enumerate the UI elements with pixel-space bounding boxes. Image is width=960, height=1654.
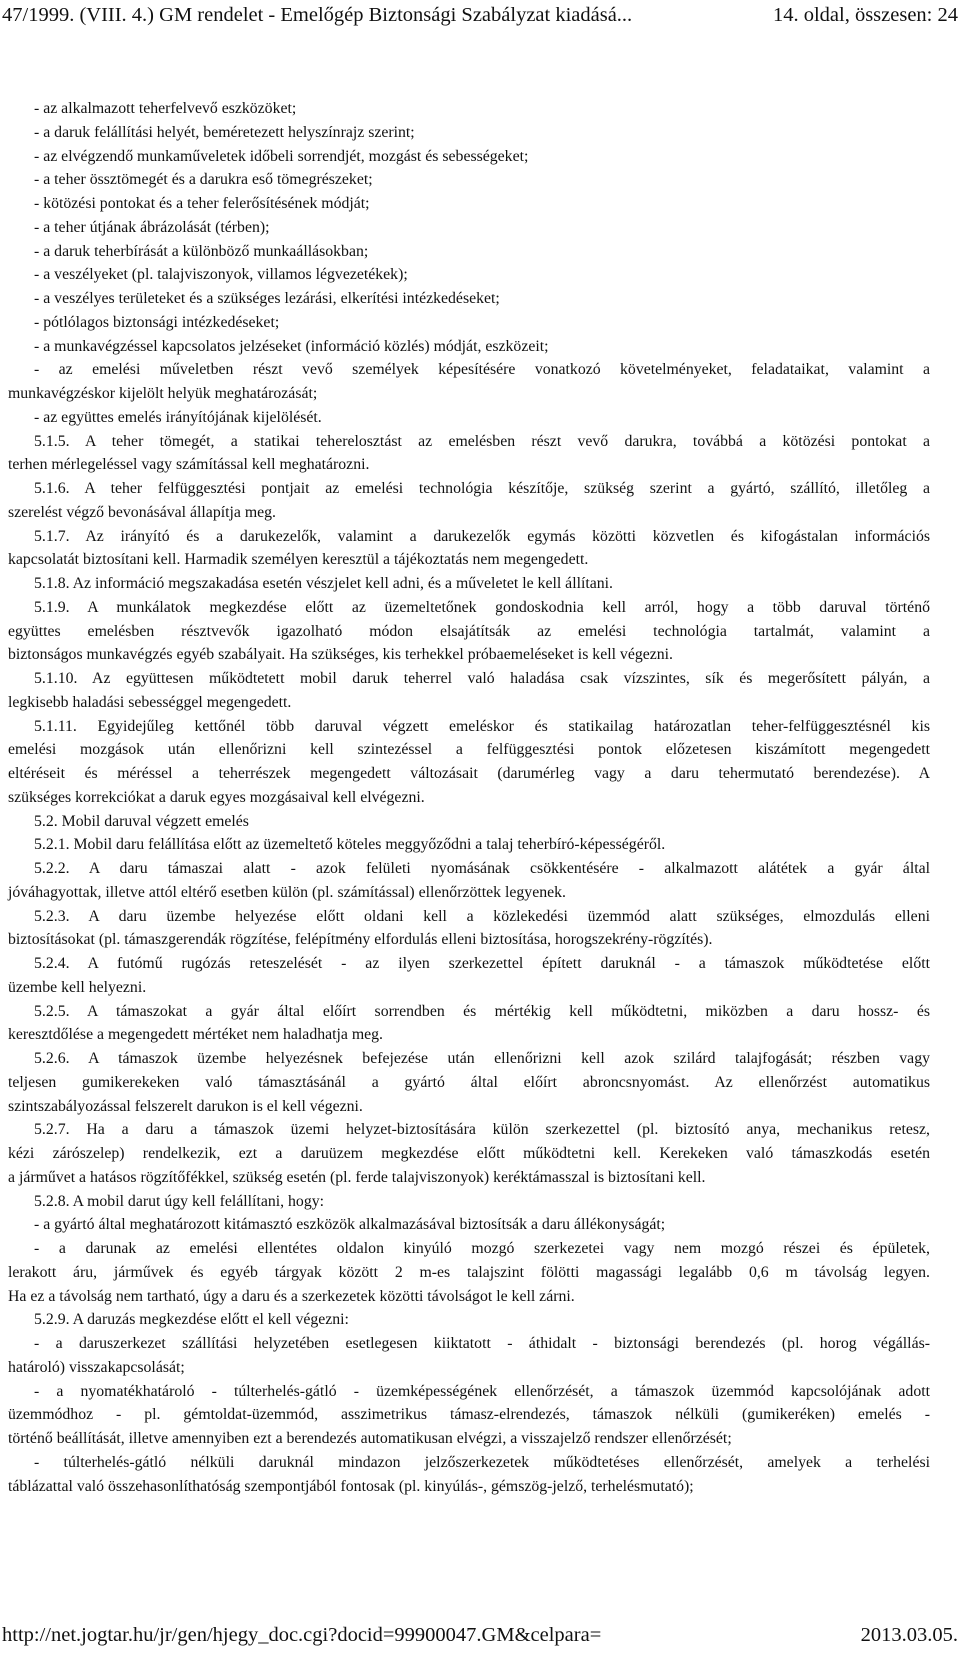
text-line: - az emelési műveletben részt vevő személyek képesítésére vonatkozó követelményeket, feladataikat, valamint a (34, 361, 930, 379)
text-line: kézi zárószelep) rendelkezik, ezt a daruüzem megkezdése előtt működtetni kell. Kerekeken való támaszkodás esetén (8, 1145, 930, 1162)
text-line: 5.2.2. A daru támaszai alatt - azok felületi nyomásának csökkentésére - alkalmazott alátétek a gyár által (34, 860, 930, 877)
text-line: biztosításokat (pl. támaszgerendák rögzítése, felépítmény elfordulás elleni biztosítása, horogszekrény-rögzítés). (8, 931, 713, 949)
text-line: - az együttes emelés irányítójának kijelölését. (34, 408, 322, 426)
text-line: munkavégzéskor kijelölt helyük meghatározását; (8, 385, 318, 402)
page-header (0, 0, 960, 34)
text-line: biztonságos munkavégzés egyéb szabályait. Ha szükséges, kis terhekkel próbaemeléseket is kell végezni. (8, 646, 673, 664)
text-line: - a teher útjának ábrázolását (térben); (34, 218, 270, 236)
text-line: legkisebb haladási sebességgel megengedett. (8, 693, 292, 711)
text-line: - a veszélyes területeket és a szükséges lezárási, elkerítési intézkedéseket; (34, 290, 500, 307)
text-line: 5.1.11. Egyidejűleg kettőnél több daruval végzett emeléskor és statikailag határozatlan teher-felfüggesztésnél kis (34, 717, 930, 735)
text-line: kapcsolatát biztosítani kell. Harmadik személyen keresztül a tájékoztatás nem megengedett. (8, 551, 589, 569)
text-line: táblázattal való összehasonlíthatóság szempontjából fontosak (pl. kinyúlás-, gémszög-jelző, terhelésmutató); (8, 1477, 694, 1495)
page-counter: 14. oldal, összesen: 24 (772, 4, 958, 26)
text-line: - a veszélyeket (pl. talajviszonyok, villamos légvezetékek); (34, 266, 408, 284)
text-line: 5.1.7. Az irányító és a darukezelők, valamint a darukezelők egymás közötti közvetlen és kifogástalan információs (34, 527, 930, 545)
text-line: lerakott áru, járművek és egyéb tárgyak között 2 m-es talajszint fölötti magassági legalább 0,6 m távolság legyen. (8, 1263, 930, 1281)
text-line: szükséges korrekciókat a daruk egyes mozgásaival kell elvégezni. (8, 788, 425, 806)
text-line: - a daruk felállítási helyét, beméretezett helyszínrajz szerint; (34, 123, 415, 141)
text-line: üzembe kell helyezni. (8, 978, 147, 996)
text-line: - kötözési pontokat és a teher felerősítésének módját; (34, 195, 370, 212)
text-line: - a daruk teherbírását a különböző munkaállásokban; (34, 242, 369, 260)
text-line: határoló) visszakapcsolását; (8, 1358, 185, 1376)
text-line: - az alkalmazott teherfelvevő eszközöket; (34, 100, 297, 117)
text-line: szintszabályozással felszerelt darukon is el kell végezni. (8, 1097, 363, 1115)
text-line: 5.2.9. A daruzás megkezdése előtt el kell végezni: (34, 1311, 349, 1329)
text-line: teljesen gumikerekeken való támasztásánál a gyártó által előírt abroncsnyomást. Az ellenőrzést automatikus (8, 1073, 930, 1091)
text-line: - az elvégzendő munkaműveletek időbeli sorrendjét, mozgást és sebességeket; (34, 147, 529, 165)
text-line: együttes emelésben résztvevők igazolható módon elsajátítsák az emelési technológia tartalmát, valamint a (8, 622, 930, 640)
text-line: 5.2.1. Mobil daru felállítása előtt az üzemeltető köteles meggyőződni a talaj teherbíró-képességéről. (34, 836, 666, 854)
text-line: 5.2.4. A futómű rugózás reteszelését - az ilyen szerkezettel épített daruknál - a támaszok működtetése előtt (34, 955, 930, 972)
text-line: 5.1.6. A teher felfüggesztési pontjait az emelési technológia készítője, szükség szerint a gyártó, szállító, illetőleg a (34, 480, 930, 497)
text-line: 5.1.5. A teher tömegét, a statikai teherelosztást az emelésben részt vevő darukra, továbbá a kötözési pontokat a (34, 432, 930, 450)
document-title: 47/1999. (VIII. 4.) GM rendelet - Emelőgép Biztonsági Szabályzat kiadásá... (2, 4, 633, 26)
text-line: 5.1.10. Az együttesen működtetett mobil daruk teherrel való haladása csak vízszintes, sík és megerősített pályán, a (34, 670, 930, 687)
text-line: - a munkavégzéssel kapcsolatos jelzéseket (információ közlés) módját, eszközeit; (34, 337, 549, 355)
text-line: szerelést végző bevonásával állapítja meg. (8, 503, 276, 521)
text-line: a járművet a hatásos rögzítőfékkel, szükség esetén (pl. ferde talajviszonyok) keréktámasszal is biztosítani kell. (8, 1168, 706, 1186)
print-date: 2013.03.05. (860, 1624, 958, 1646)
text-line: 5.2.6. A támaszok üzembe helyezésnek befejezése után ellenőrizni kell azok szilárd talajfogását; részben vagy (34, 1050, 930, 1067)
text-line: - a teher össztömegét és a darukra eső tömegrészeket; (34, 171, 373, 189)
text-line: 5.1.8. Az információ megszakadása esetén vészjelet kell adni, és a műveletet le kell állítani. (34, 575, 614, 592)
text-line: 5.2. Mobil daruval végzett emelés (34, 812, 249, 830)
document-body (8, 97, 930, 1498)
text-line: Ha ez a távolság nem tartható, úgy a daru és a szerkezetek közötti távolságot le kell zárni. (8, 1287, 575, 1305)
text-line: jóváhagyottak, illetve attól eltérő esetben külön (pl. számítással) ellenőrzöttek legyenek. (8, 883, 566, 901)
text-line: 5.2.7. Ha a daru a támaszok üzemi helyzet-biztosítására külön szerkezettel (pl. biztosító anya, mechanikus retesz, (34, 1121, 930, 1139)
text-line: - a gyártó által meghatározott kitámasztó eszközök alkalmazásával biztosítsák a daru állékonyságát; (34, 1216, 666, 1234)
text-line: 5.1.9. A munkálatok megkezdése előtt az üzemeltetőnek gondoskodnia kell arról, hogy a több daruval történő (34, 598, 930, 616)
text-line: - pótlólagos biztonsági intézkedéseket; (34, 313, 280, 331)
text-line: 5.2.3. A daru üzembe helyezése előtt oldani kell a közlekedési üzemmód alatt szükséges, elmozdulás elleni (34, 907, 930, 925)
text-line: 5.2.8. A mobil darut úgy kell felállítani, hogy: (34, 1192, 325, 1210)
text-line: emelési mozgások után ellenőrizni kell szintezéssel a felfüggesztési pontok előzetesen kiszámított megengedett (8, 741, 930, 759)
text-line: - a nyomatékhatároló - túlterhelés-gátló - üzemképességének ellenőrzését, a támaszok üzemmód kapcsolójának adott (34, 1382, 930, 1400)
text-line: keresztdőlése a megengedett mértéket nem haladhatja meg. (8, 1026, 384, 1044)
text-line: - a daruszerkezet szállítási helyzetében esetlegesen kiiktatott - áthidalt - biztonsági berendezés (pl. horog végállás- (34, 1335, 930, 1352)
text-line: - a darunak az emelési ellentétes oldalon kinyúló mozgó szerkezetei vagy nem mozgó részei és épületek, (34, 1240, 930, 1257)
text-line: - túlterhelés-gátló nélküli daruknál mindazon jelzőszerkezetek működtetéses ellenőrzését, amelyek a terhelési (34, 1453, 930, 1471)
text-line: terhen mérlegeléssel vagy számítással kell meghatározni. (8, 456, 370, 474)
text-line: üzemmódhoz - pl. gémtoldat-üzemmód, asszimetrikus támasz-elrendezés, támaszok nélküli (gumikeréken) emelés - (8, 1406, 930, 1424)
text-line: eltéréseit és méréssel a teherrészek megengedett változásait (darumérleg vagy a daru tehermutató berendezése). A (8, 765, 930, 782)
source-url[interactable]: http://net.jogtar.hu/jr/gen/hjegy_doc.cgi?docid=99900047.GM&celpara= (2, 1624, 602, 1646)
text-line: 5.2.5. A támaszokat a gyár által előírt sorrendben és mértékig kell működtetni, miközben a daru hossz- és (34, 1002, 930, 1020)
page-footer (0, 1620, 960, 1654)
text-line: történő beállítását, illetve amennyiben ezt a berendezés automatikusan elvégzi, a visszajelző rendszer ellenőrzését; (8, 1430, 732, 1447)
